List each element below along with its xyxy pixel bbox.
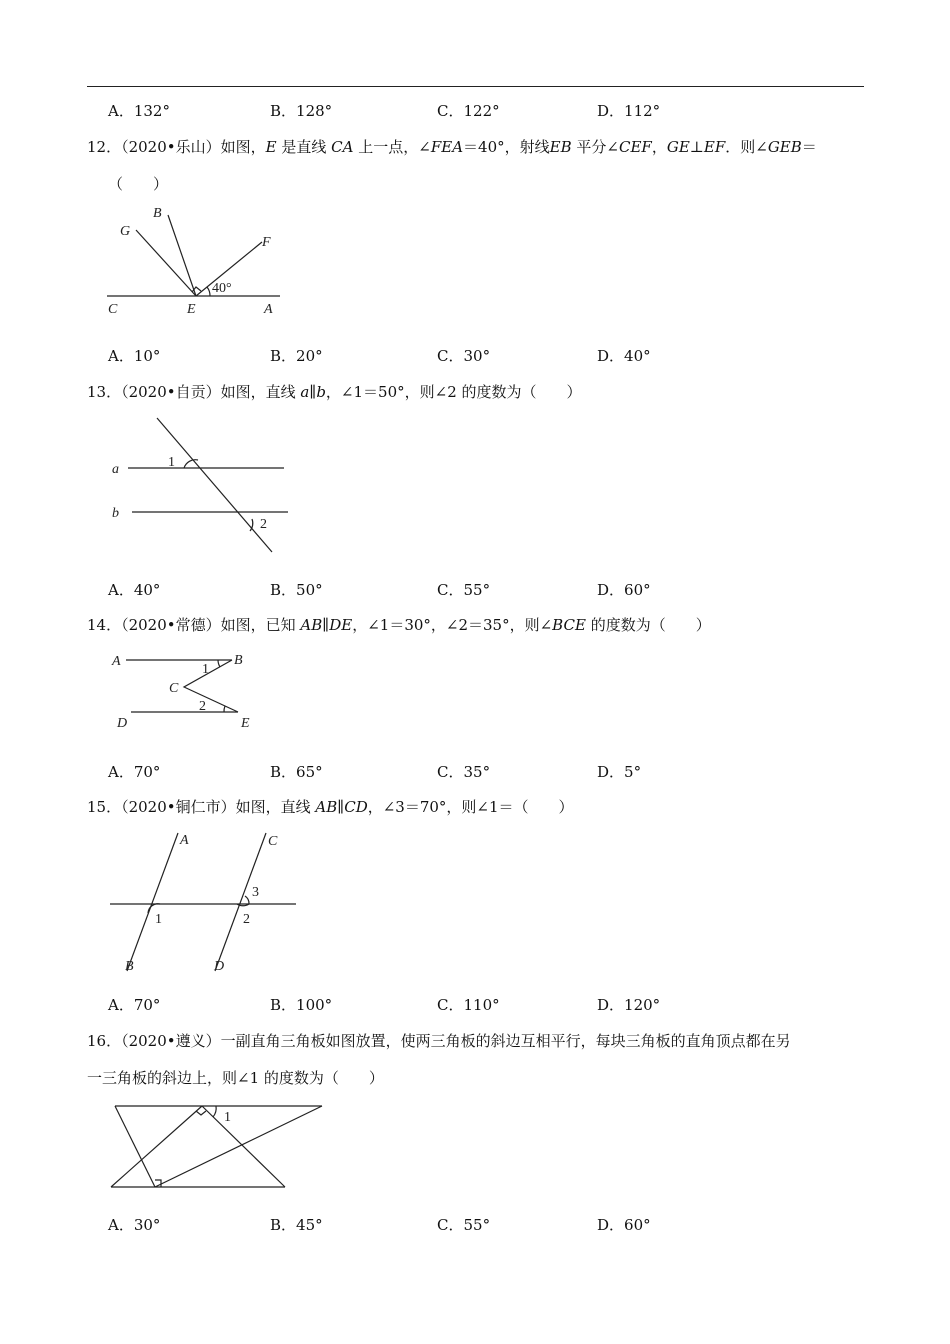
header-rule: [87, 86, 864, 87]
q15-option-d[interactable]: D．120°: [597, 996, 661, 1014]
q13-figure: [100, 410, 300, 560]
q12-option-b[interactable]: B．20°: [270, 347, 323, 365]
q16-stem-line2: 一三角板的斜边上，则∠1 的度数为（ ）: [87, 1069, 384, 1087]
label-b: B: [125, 959, 134, 974]
q16-option-d[interactable]: D．60°: [597, 1216, 651, 1234]
q12-answer-paren: （ ）: [108, 175, 169, 193]
q15-stem: 15．（2020•铜仁市）如图，直线 AB∥CD，∠3＝70°，则∠1＝（ ）: [87, 798, 574, 816]
triangle-hypotenuse-1: [155, 1106, 322, 1187]
q14-option-c[interactable]: C．35°: [437, 763, 491, 781]
q11-option-b[interactable]: B．128°: [270, 102, 333, 120]
q14-option-b[interactable]: B．65°: [270, 763, 323, 781]
label-d: D: [117, 716, 128, 731]
label-b: b: [112, 506, 119, 521]
label-1: 1: [155, 912, 162, 927]
ray-eb: [168, 215, 196, 296]
label-g: G: [120, 224, 131, 239]
label-a: A: [180, 833, 189, 848]
label-a: A: [264, 302, 273, 317]
q13-option-a[interactable]: A．40°: [108, 581, 161, 599]
q12-option-c[interactable]: C．30°: [437, 347, 491, 365]
triangle-left-edge: [115, 1106, 155, 1187]
label-e: E: [241, 716, 250, 731]
label-1: 1: [168, 455, 175, 470]
label-a: A: [112, 654, 121, 669]
q16-option-b[interactable]: B．45°: [270, 1216, 323, 1234]
right-angle-mark-top: [196, 1111, 206, 1115]
label-d: D: [214, 959, 225, 974]
label-f: F: [262, 235, 271, 250]
angle-1-arc: [218, 660, 220, 667]
q12-figure: [100, 200, 290, 320]
q16-figure: [100, 1095, 340, 1200]
label-b: B: [153, 206, 162, 221]
triangle-right-slope: [202, 1106, 285, 1187]
q15-option-a[interactable]: A．70°: [108, 996, 161, 1014]
label-2: 2: [243, 912, 250, 927]
label-1: 1: [202, 662, 209, 677]
label-3: 3: [252, 885, 259, 900]
label-2: 2: [199, 699, 206, 714]
angle-3-arc: [245, 896, 249, 904]
q15-option-c[interactable]: C．110°: [437, 996, 500, 1014]
q11-option-a[interactable]: A．132°: [108, 102, 170, 120]
label-1: 1: [224, 1110, 231, 1125]
q14-figure: [100, 645, 270, 735]
q16-stem-line1: 16．（2020•遵义）一副直角三角板如图放置，使两三角板的斜边互相平行，每块三角板的直角顶点都在另: [87, 1032, 791, 1050]
label-c: C: [268, 834, 278, 849]
transversal: [157, 418, 272, 552]
label-e: E: [187, 302, 196, 317]
q16-option-c[interactable]: C．55°: [437, 1216, 491, 1234]
q13-option-d[interactable]: D．60°: [597, 581, 651, 599]
q13-option-c[interactable]: C．55°: [437, 581, 491, 599]
label-c: C: [169, 681, 179, 696]
zigzag-bce: [184, 660, 238, 712]
q12-option-d[interactable]: D．40°: [597, 347, 651, 365]
q15-option-b[interactable]: B．100°: [270, 996, 333, 1014]
line-ab: [127, 833, 178, 971]
label-a: a: [112, 462, 119, 477]
q11-option-d[interactable]: D．112°: [597, 102, 661, 120]
ray-eg: [136, 230, 196, 296]
label-c: C: [108, 302, 118, 317]
angle-arc-40: [207, 287, 210, 296]
q13-option-b[interactable]: B．50°: [270, 581, 323, 599]
angle-1-arc: [213, 1106, 216, 1117]
q14-stem: 14．（2020•常德）如图，已知 AB∥DE，∠1＝30°，∠2＝35°，则∠BCE 的度数为（ ）: [87, 616, 711, 634]
label-b: B: [234, 653, 243, 668]
label-2: 2: [260, 517, 267, 532]
q12-stem: 12．（2020•乐山）如图，E 是直线 CA 上一点，∠FEA＝40°，射线EB 平分∠CEF，GE⊥EF．则∠GEB＝: [87, 138, 817, 156]
label-40: 40°: [212, 281, 232, 296]
triangle-left-slope: [111, 1106, 202, 1187]
q11-option-c[interactable]: C．122°: [437, 102, 500, 120]
line-cd: [215, 833, 266, 971]
q14-option-a[interactable]: A．70°: [108, 763, 161, 781]
q13-stem: 13．（2020•自贡）如图，直线 a∥b，∠1＝50°，则∠2 的度数为（ ）: [87, 383, 582, 401]
q14-option-d[interactable]: D．5°: [597, 763, 642, 781]
q15-figure: [100, 825, 310, 975]
angle-2-arc: [224, 706, 225, 712]
q16-option-a[interactable]: A．30°: [108, 1216, 161, 1234]
q12-option-a[interactable]: A．10°: [108, 347, 161, 365]
